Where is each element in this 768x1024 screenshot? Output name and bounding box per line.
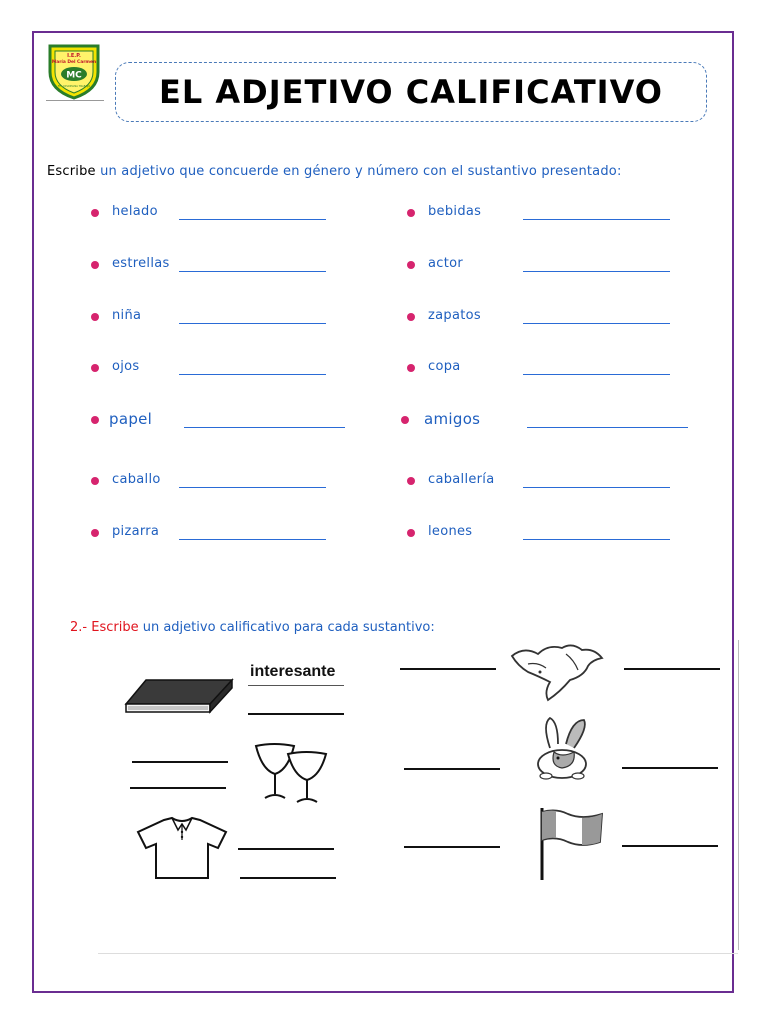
answer-blank[interactable] — [179, 271, 326, 272]
dove-icon — [508, 642, 606, 708]
logo-motto: FE · DISCIPLINA TRABAJO — [57, 85, 91, 88]
school-logo — [46, 42, 102, 100]
logo-underline — [46, 100, 104, 101]
bullet-icon — [91, 529, 99, 537]
answer-line-glasses-2[interactable] — [130, 787, 226, 789]
exercise2-instruction — [70, 620, 435, 635]
bullet-icon — [407, 529, 415, 537]
answer-line-book[interactable] — [248, 713, 344, 715]
noun-copa: copa — [428, 359, 461, 374]
flag-icon — [536, 806, 606, 882]
noun-zapatos: zapatos — [428, 308, 481, 323]
bullet-icon — [91, 261, 99, 269]
noun-bebidas: bebidas — [428, 204, 482, 219]
bullet-icon — [401, 416, 409, 424]
bullet-icon — [91, 209, 99, 217]
noun-caballo: caballo — [112, 472, 161, 487]
noun-caballeria: caballería — [428, 472, 495, 487]
logo-school-name: María Del Carmen — [51, 60, 97, 65]
noun-ojos: ojos — [112, 359, 140, 374]
noun-actor: actor — [428, 256, 464, 271]
bullet-icon — [91, 313, 99, 321]
example-underline — [248, 685, 344, 686]
bullet-icon — [91, 477, 99, 485]
logo-top-text: I.E.P. — [67, 53, 81, 59]
answer-line-rabbit-2[interactable] — [622, 767, 718, 769]
exercise1-instruction — [47, 164, 622, 179]
answer-line-shirt-1[interactable] — [238, 848, 334, 850]
bullet-icon — [407, 209, 415, 217]
answer-blank[interactable] — [179, 539, 326, 540]
wine-glasses-icon — [252, 742, 330, 804]
title-box — [115, 62, 707, 122]
answer-line-dove-2[interactable] — [624, 668, 720, 670]
bullet-icon — [407, 364, 415, 372]
bullet-icon — [91, 364, 99, 372]
answer-blank[interactable] — [179, 219, 326, 220]
rabbit-icon — [532, 714, 592, 782]
instruction-text: un adjetivo que concuerde en género y número con el sustantivo presentado: — [95, 164, 622, 179]
noun-leones: leones — [428, 524, 473, 539]
noun-papel: papel — [109, 410, 153, 428]
exercise2-verb: Escribe — [91, 620, 139, 635]
answer-blank[interactable] — [179, 487, 326, 488]
answer-blank[interactable] — [523, 219, 670, 220]
noun-nina: niña — [112, 308, 142, 323]
bullet-icon — [91, 416, 99, 424]
answer-line-rabbit-1[interactable] — [404, 768, 500, 770]
answer-blank[interactable] — [184, 427, 345, 428]
answer-line-glasses-1[interactable] — [132, 761, 228, 763]
bullet-icon — [407, 261, 415, 269]
answer-line-dove-1[interactable] — [400, 668, 496, 670]
answer-blank[interactable] — [179, 374, 326, 375]
page-title: EL ADJETIVO CALIFICATIVO — [159, 73, 663, 111]
exercise2-number: 2.- — [70, 620, 88, 635]
answer-blank[interactable] — [523, 487, 670, 488]
logo-initials: MC — [66, 70, 82, 81]
exercise2-text: un adjetivo calificativo para cada sustantivo: — [138, 620, 435, 635]
noun-helado: helado — [112, 204, 158, 219]
book-icon — [122, 676, 234, 718]
noun-amigos: amigos — [424, 410, 481, 428]
bullet-icon — [407, 477, 415, 485]
answer-blank[interactable] — [523, 539, 670, 540]
answer-line-flag-2[interactable] — [622, 845, 718, 847]
shirt-icon — [134, 816, 230, 882]
answer-line-shirt-2[interactable] — [240, 877, 336, 879]
answer-blank[interactable] — [523, 323, 670, 324]
noun-pizarra: pizarra — [112, 524, 160, 539]
side-rule — [738, 640, 739, 950]
noun-estrellas: estrellas — [112, 256, 170, 271]
bottom-rule — [98, 953, 738, 954]
example-answer: interesante — [250, 663, 336, 680]
answer-line-flag-1[interactable] — [404, 846, 500, 848]
answer-blank[interactable] — [527, 427, 688, 428]
bullet-icon — [407, 313, 415, 321]
answer-blank[interactable] — [523, 374, 670, 375]
instruction-verb: Escribe — [47, 164, 96, 179]
answer-blank[interactable] — [523, 271, 670, 272]
answer-blank[interactable] — [179, 323, 326, 324]
